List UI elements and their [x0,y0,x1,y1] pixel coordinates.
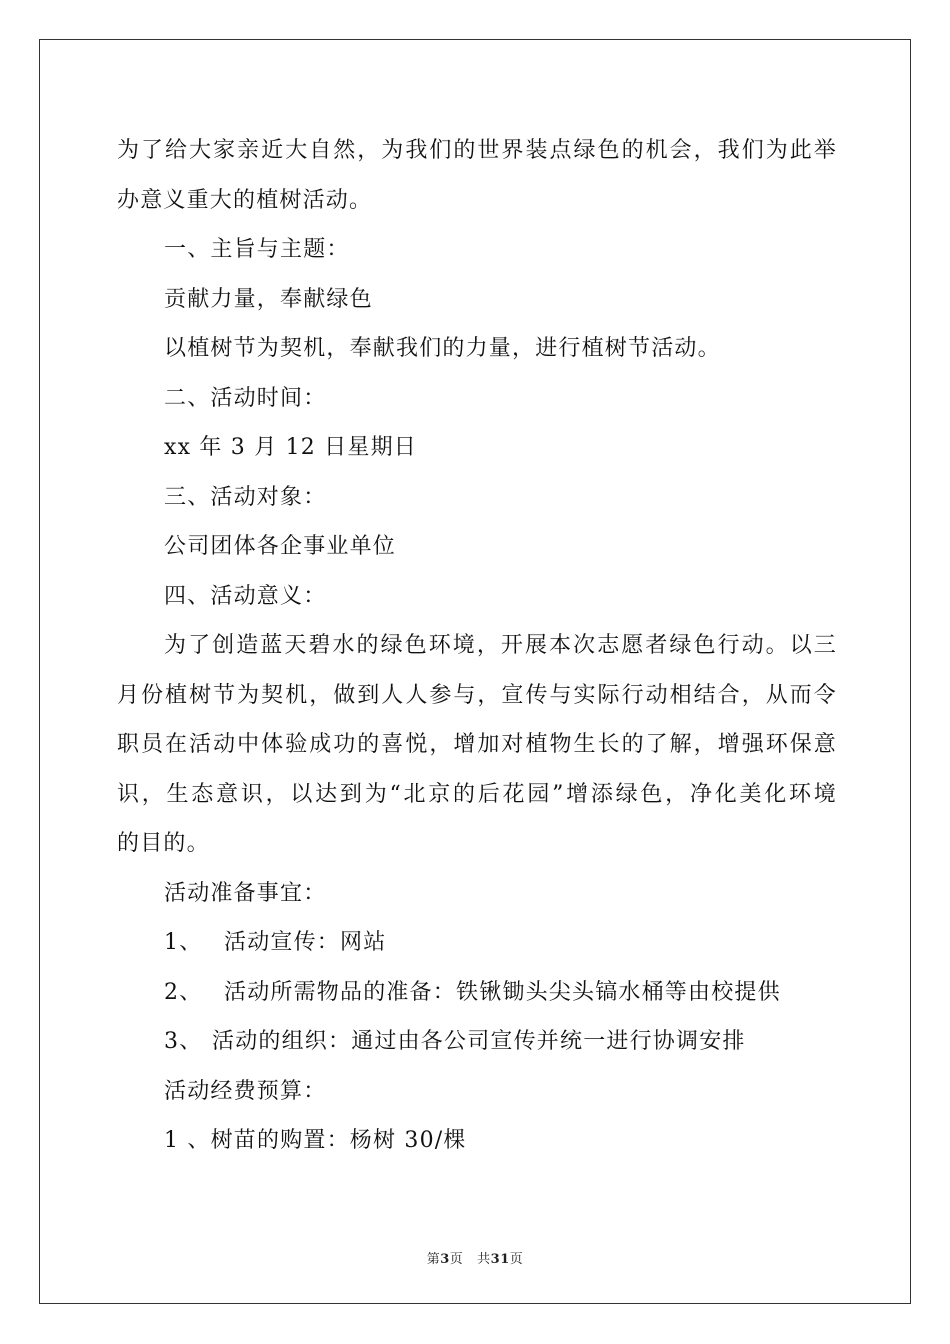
budget-heading: 活动经费预算： [164,1078,327,1104]
total-page-count: 31 [490,1252,510,1267]
meaning-line-2: 月份植树节为契机，做到人人参与，宣传与实际行动相结合，从而令 [117,682,837,708]
section-heading-meaning: 四、活动意义： [164,583,327,609]
footer-suffix: 页 [509,1252,524,1267]
document-body [117,126,837,1166]
section-heading-target: 三、活动对象： [164,484,327,510]
list-item [117,918,837,968]
current-page-number: 3 [440,1252,450,1267]
list-item-text: 活动的组织：通过由各公司宣传并统一进行协调安排 [212,1029,746,1054]
list-item-text: 活动宣传：网站 [224,930,387,955]
activity-target: 公司团体各企事业单位 [164,534,397,559]
section-heading-theme: 一、主旨与主题： [164,237,350,262]
footer-mid: 页 共 [449,1252,491,1267]
list-item-number: 3、 [164,1029,203,1054]
paragraph-intro-line-1: 为了给大家亲近大自然，为我们的世界装点绿色的机会，我们为此举 [117,138,837,163]
meaning-line-3: 职员在活动中体验成功的喜悦，增加对植物生长的了解，增强环保意 [117,732,837,757]
meaning-line-5: 的目的。 [117,831,210,856]
theme-slogan: 贡献力量，奉献绿色 [164,286,373,312]
activity-date: xx 年 3 月 12 日星期日 [164,435,417,460]
list-item-number: 2、 [164,979,203,1005]
section-heading-time: 二、活动时间： [164,385,327,411]
list-item [117,1017,837,1067]
budget-item: 1 、树苗的购置：杨树 30/棵 [164,1128,467,1153]
footer-prefix: 第 [426,1252,441,1267]
paragraph-intro-line-2: 办意义重大的植树活动。 [117,187,373,213]
page-footer [0,1248,950,1267]
meaning-line-1: 为了创造蓝天碧水的绿色环境，开展本次志愿者绿色行动。以三 [164,633,837,658]
list-item [117,968,837,1018]
list-item-text: 活动所需物品的准备：铁锹锄头尖头镐水桶等由校提供 [224,979,781,1005]
list-item-number: 1、 [164,930,203,955]
prep-heading: 活动准备事宜： [164,880,327,906]
meaning-line-4: 识，生态意识，以达到为“北京的后花园”增添绿色，净化美化环境 [117,781,837,807]
theme-description: 以植树节为契机，奉献我们的力量，进行植树节活动。 [164,336,721,361]
